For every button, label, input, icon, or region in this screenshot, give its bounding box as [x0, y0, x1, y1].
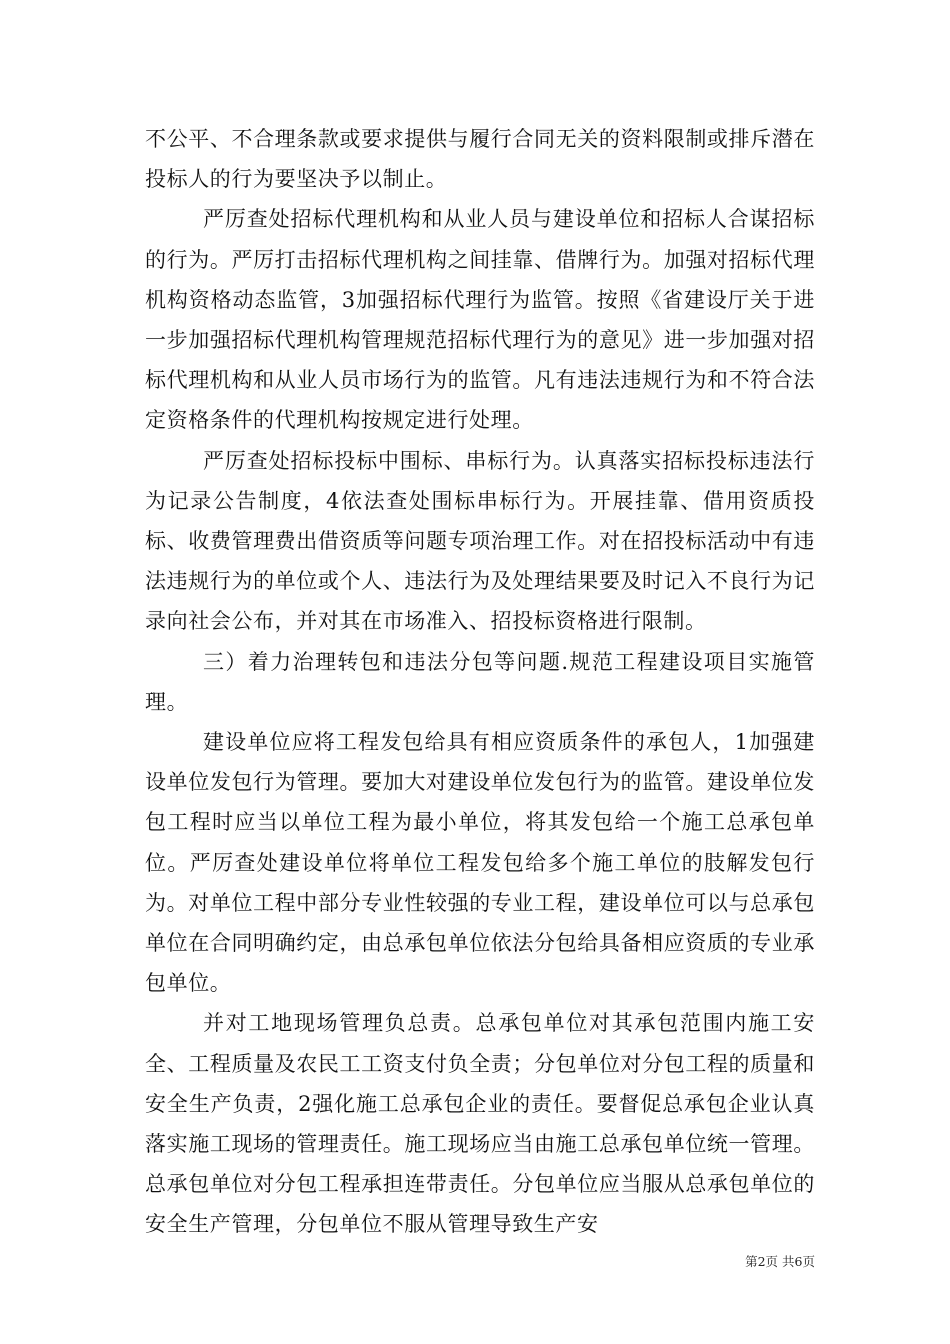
paragraph-2: 严厉查处招标代理机构和从业人员与建设单位和招标人合谋招标的行为。严厉打击招标代理机构之间挂靠、借牌行为。加强对招标代理机构资格动态监管，3加强招标代理行为监管。按照《省建设厅关于进一步加强招标代理机构管理规范招标代理行为的意见》进一步加强对招标代理机构和从业人员市场行为的监管。凡有违法违规行为和不符合法定资格条件的代理机构按规定进行处理。 [145, 207, 815, 433]
paragraph-5: 建设单位应将工程发包给具有相应资质条件的承包人，1加强建设单位发包行为管理。要加大对建设单位发包行为的监管。建设单位发包工程时应当以单位工程为最小单位，将其发包给一个施工总承包单位。严厉查处建设单位将单位工程发包给多个施工单位的肢解发包行为。对单位工程中部分专业性较强的专业工程，建设单位可以与总承包单位在合同明确约定，由总承包单位依法分包给具备相应资质的专业承包单位。 [145, 730, 815, 996]
paragraph-3: 严厉查处招标投标中围标、串标行为。认真落实招标投标违法行为记录公告制度，4依法查处围标串标行为。开展挂靠、借用资质投标、收费管理费出借资质等问题专项治理工作。对在招投标活动中有违法违规行为的单位或个人、违法行为及处理结果要及时记入不良行为记录向社会公布，并对其在市场准入、招投标资格进行限制。 [145, 448, 815, 634]
footer-current-page: 2 [757, 1254, 766, 1269]
footer-suffix: 页 [802, 1254, 815, 1269]
body-text [145, 119, 815, 1245]
footer-total-pages: 6 [794, 1254, 803, 1269]
paragraph-4: 三）着力治理转包和违法分包等问题.规范工程建设项目实施管理。 [145, 649, 815, 714]
page-number-footer [700, 1252, 815, 1270]
footer-middle: 页 共 [765, 1254, 795, 1269]
paragraph-1: 不公平、不合理条款或要求提供与履行合同无关的资料限制或排斥潜在投标人的行为要坚决予以制止。 [145, 127, 815, 192]
paragraph-6: 并对工地现场管理负总责。总承包单位对其承包范围内施工安全、工程质量及农民工工资支付负全责；分包单位对分包工程的质量和安全生产负责，2强化施工总承包企业的责任。要督促总承包企业认真落实施工现场的管理责任。施工现场应当由施工总承包单位统一管理。总承包单位对分包工程承担连带责任。分包单位应当服从总承包单位的安全生产管理，分包单位不服从管理导致生产安 [145, 1011, 815, 1237]
footer-prefix: 第 [745, 1254, 758, 1269]
